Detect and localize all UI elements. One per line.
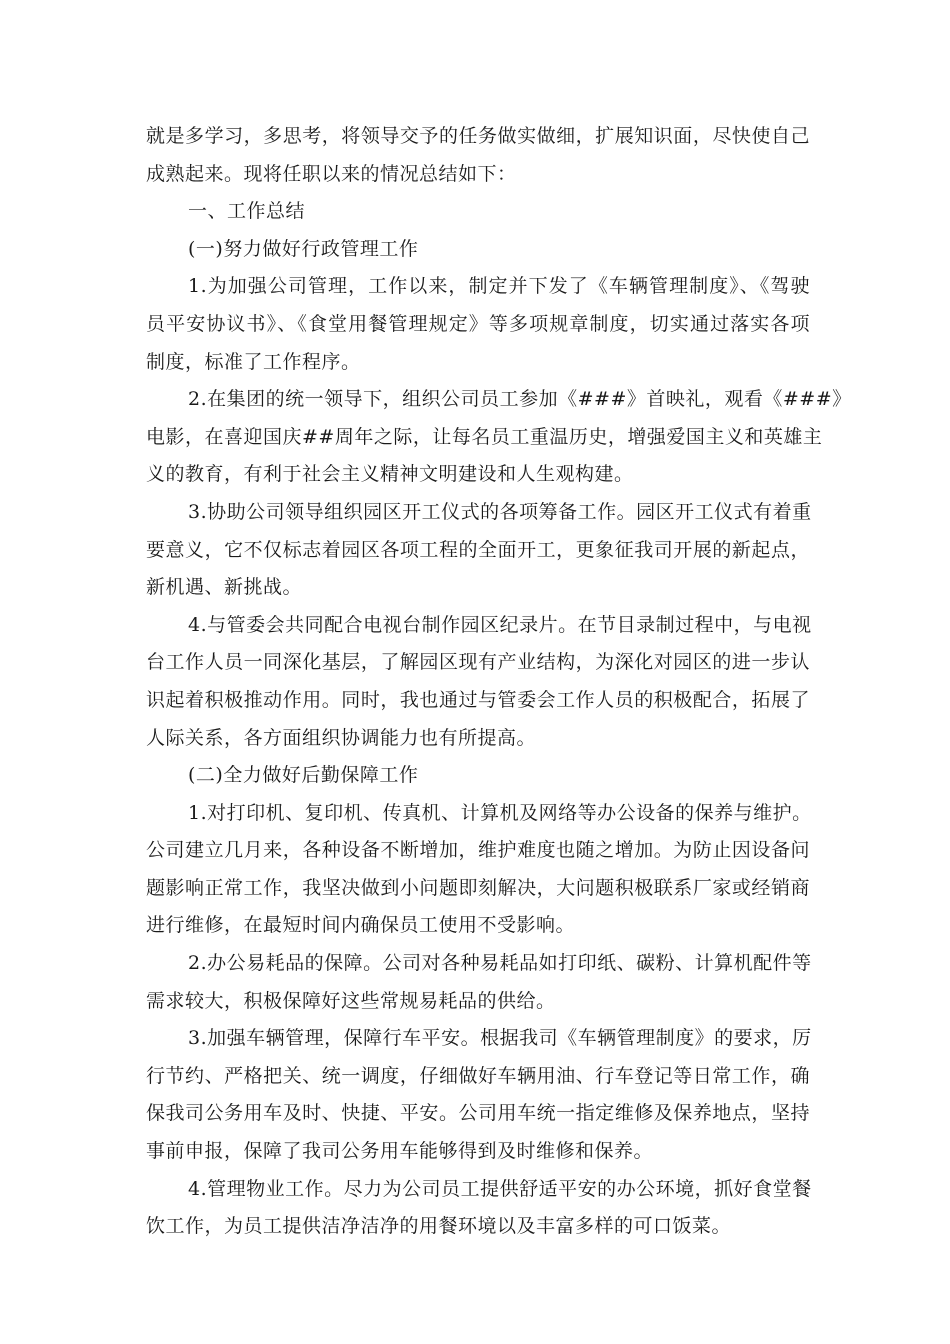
body-paragraph (146, 268, 810, 381)
text-line: 4.管理物业工作。尽力为公司员工提供舒适平安的办公环境，抓好食堂餐 (188, 1177, 812, 1200)
text-line: 进行维修，在最短时间内确保员工使用不受影响。 (146, 914, 576, 937)
text-line: 成熟起来。现将任职以来的情况总结如下： (146, 162, 517, 185)
text-line: 需求较大，积极保障好这些常规易耗品的供给。 (146, 989, 556, 1012)
text-line: 识起着积极推动作用。同时，我也通过与管委会工作人员的积极配合，拓展了 (146, 688, 810, 711)
text-line: 就是多学习，多思考，将领导交予的任务做实做细，扩展知识面，尽快使自己 (146, 125, 810, 147)
text-line: 1.对打印机、复印机、传真机、计算机及网络等办公设备的保养与维护。 (188, 801, 812, 824)
body-paragraph (146, 945, 810, 1020)
text-line: 行节约、严格把关、统一调度，仔细做好车辆用油、行车登记等日常工作，确 (146, 1064, 810, 1087)
body-paragraph (146, 607, 810, 757)
section-heading (146, 193, 810, 231)
text-line: 台工作人员一同深化基层，了解园区现有产业结构，为深化对园区的进一步认 (146, 651, 810, 674)
text-line: (二)全力做好后勤保障工作 (188, 764, 419, 787)
body-paragraph (146, 1020, 810, 1170)
body-paragraph (146, 1171, 810, 1246)
text-line: 1.为加强公司管理，工作以来，制定并下发了《车辆管理制度》、《驾驶 (188, 275, 810, 298)
text-line: 一、工作总结 (188, 200, 306, 223)
text-line: 题影响正常工作，我坚决做到小问题即刻解决，大问题积极联系厂家或经销商 (146, 876, 810, 899)
text-line: 公司建立几月来，各种设备不断增加，维护难度也随之增加。为防止因设备问 (146, 839, 810, 862)
text-line: 事前申报，保障了我司公务用车能够得到及时维修和保养。 (146, 1140, 654, 1163)
text-line: 员平安协议书》、《食堂用餐管理规定》等多项规章制度，切实通过落实各项 (146, 312, 810, 335)
document-body (146, 118, 852, 1246)
text-line: 要意义，它不仅标志着园区各项工程的全面开工，更象征我司开展的新起点， (146, 538, 810, 561)
text-line: 4.与管委会共同配合电视台制作园区纪录片。在节目录制过程中，与电视 (188, 613, 812, 636)
body-paragraph (146, 494, 810, 607)
text-line: 新机遇、新挑战。 (146, 576, 303, 599)
text-line: 义的教育，有利于社会主义精神文明建设和人生观构建。 (146, 463, 634, 486)
text-line: 制度，标准了工作程序。 (146, 350, 361, 373)
body-paragraph (146, 381, 852, 494)
text-line: 2.在集团的统一领导下，组织公司员工参加《###》首映礼，观看《###》 (188, 388, 852, 411)
text-line: 人际关系，各方面组织协调能力也有所提高。 (146, 726, 537, 749)
text-line: 保我司公务用车及时、快捷、平安。公司用车统一指定维修及保养地点，坚持 (146, 1102, 810, 1125)
section-heading (146, 757, 810, 795)
text-line: 3.协助公司领导组织园区开工仪式的各项筹备工作。园区开工仪式有着重 (188, 500, 812, 523)
document-page (146, 118, 852, 1246)
body-paragraph (146, 118, 810, 193)
section-heading (146, 231, 810, 269)
text-line: (一)努力做好行政管理工作 (188, 237, 419, 260)
text-line: 2.办公易耗品的保障。公司对各种易耗品如打印纸、碳粉、计算机配件等 (188, 952, 812, 975)
body-paragraph (146, 795, 810, 945)
text-line: 饮工作，为员工提供洁净洁净的用餐环境以及丰富多样的可口饭菜。 (146, 1215, 732, 1238)
text-line: 3.加强车辆管理，保障行车平安。根据我司《车辆管理制度》的要求，厉 (188, 1027, 812, 1050)
text-line: 电影，在喜迎国庆##周年之际，让每名员工重温历史，增强爱国主义和英雄主 (146, 425, 823, 448)
